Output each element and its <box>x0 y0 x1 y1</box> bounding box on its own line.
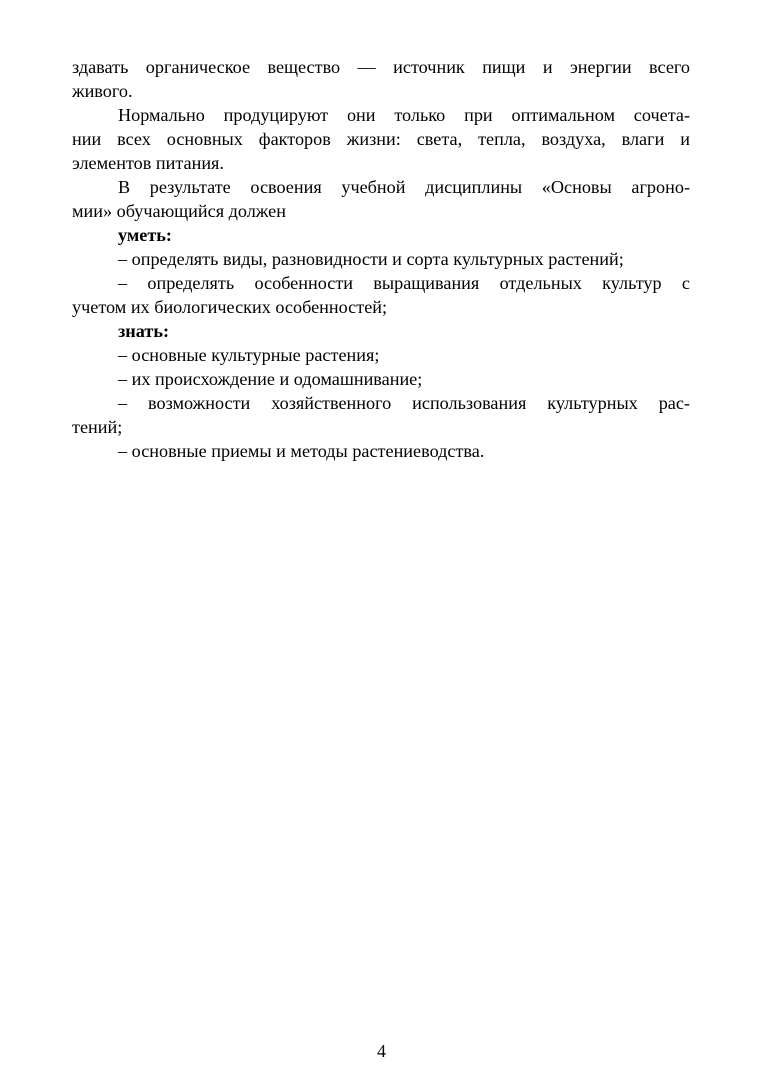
knowledge-item-2: – их происхождение и одомашнивание; <box>118 369 423 389</box>
page-number: 4 <box>377 1041 386 1061</box>
skills-item-1: – определять виды, разновидности и сорта культурных растений; <box>118 249 624 269</box>
skills-item-2-line-2: учетом их биологических особенностей; <box>72 297 388 317</box>
skills-item-2-line-1: – определять особенности выращивания отдельных культур с <box>118 273 690 293</box>
skills-heading: уметь: <box>118 225 172 245</box>
paragraph-2-line-2: нии всех основных факторов жизни: света, тепла, воздуха, влаги и <box>72 129 690 149</box>
knowledge-item-3-line-2: тений; <box>72 417 123 437</box>
knowledge-item-1: – основные культурные растения; <box>118 345 380 365</box>
page-body <box>72 55 690 463</box>
paragraph-2-line-3: элементов питания. <box>72 153 224 173</box>
knowledge-item-3-line-1: – возможности хозяйственного использования культурных рас- <box>118 393 690 413</box>
paragraph-1-line-1: здавать органическое вещество — источник пищи и энергии всего <box>72 57 690 77</box>
paragraph-3-line-1: В результате освоения учебной дисциплины «Основы агроно- <box>118 177 690 197</box>
paragraph-3-line-2: мии» обучающийся должен <box>72 201 286 221</box>
paragraph-2-line-1: Нормально продуцируют они только при оптимальном сочета- <box>118 105 690 125</box>
paragraph-1-line-2: живого. <box>72 81 133 101</box>
knowledge-item-4: – основные приемы и методы растениеводства. <box>118 441 485 461</box>
knowledge-heading: знать: <box>118 321 170 341</box>
